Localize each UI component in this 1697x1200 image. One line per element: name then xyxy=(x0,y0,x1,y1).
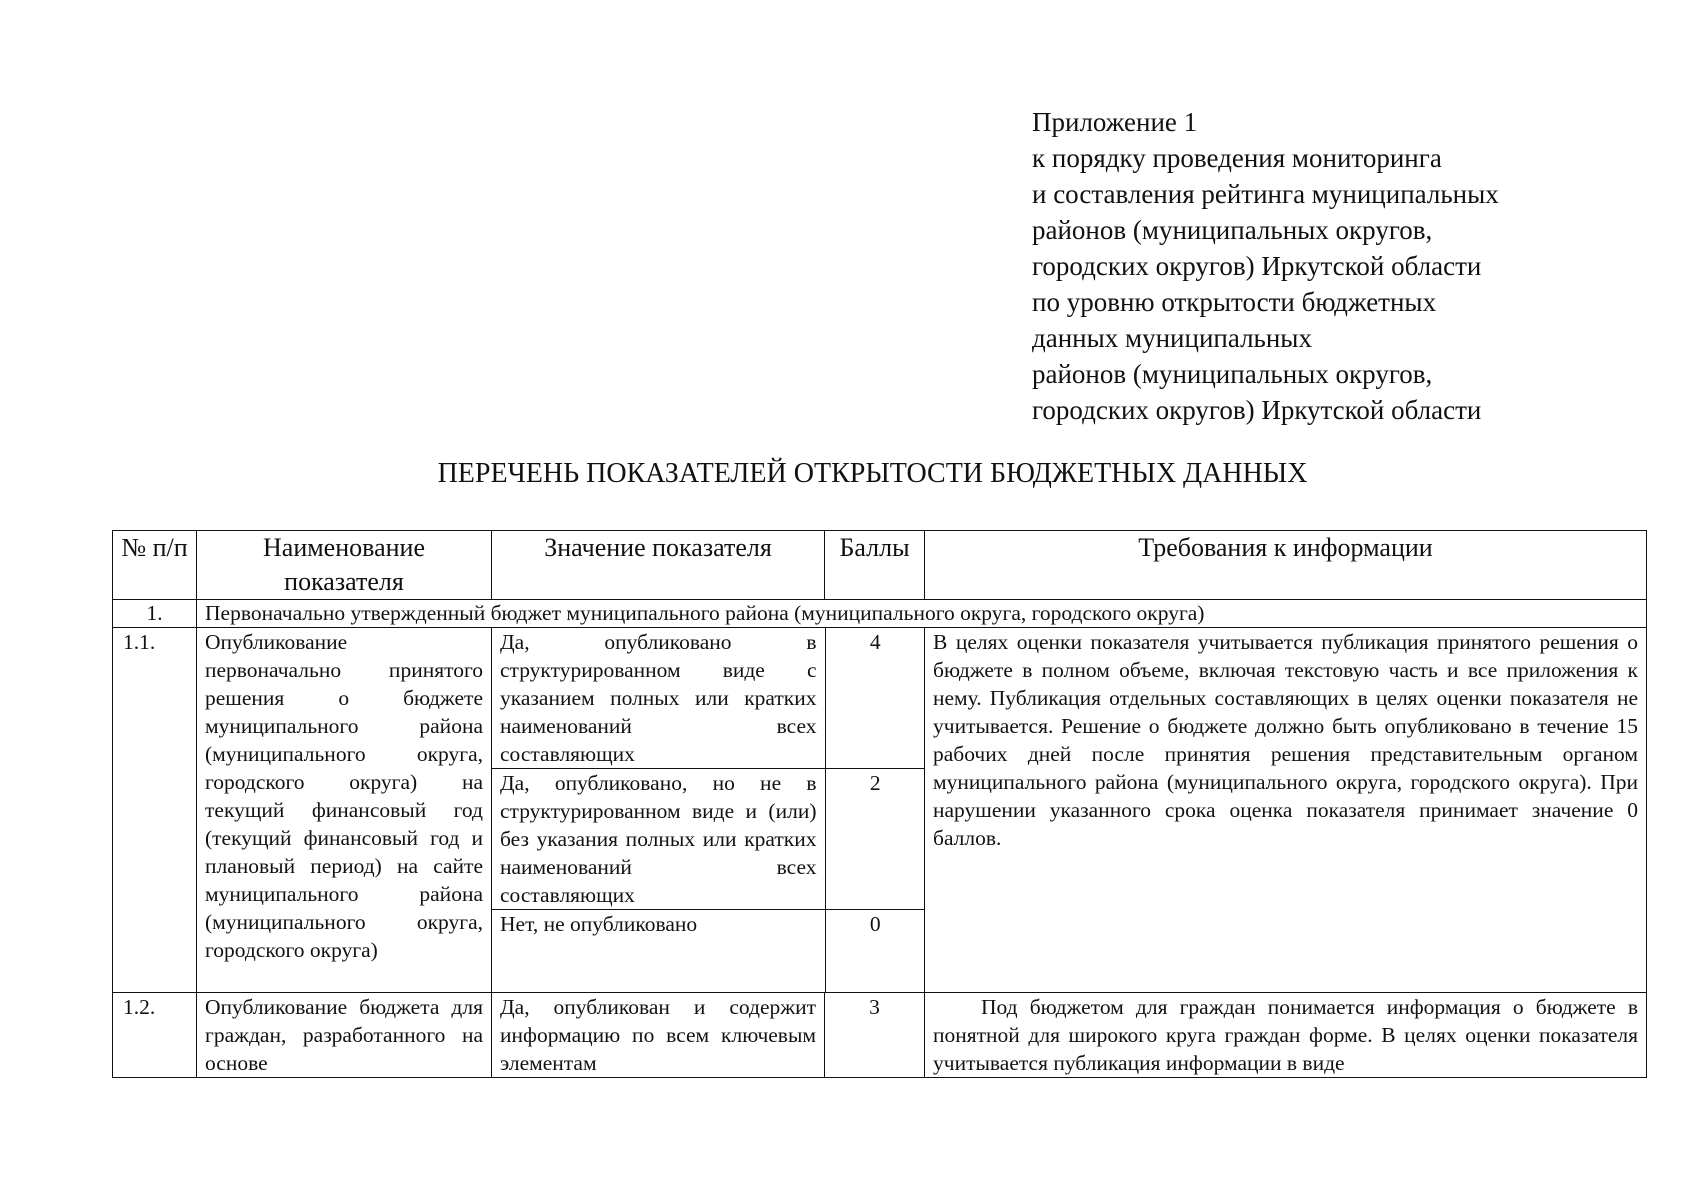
header-requirements: Требования к информации xyxy=(925,531,1647,600)
table-row xyxy=(113,628,1647,993)
appendix-line: городских округов) Иркутской области xyxy=(1032,395,1482,425)
appendix-line: городских округов) Иркутской области xyxy=(1032,251,1482,281)
option-value: Нет, не опубликовано xyxy=(492,910,825,993)
header-score: Баллы xyxy=(825,531,925,600)
section-title: Первоначально утвержденный бюджет муниципального района (муниципального округа, городского округа) xyxy=(197,600,1647,628)
table-header-row xyxy=(113,531,1647,600)
appendix-line: районов (муниципальных округов, xyxy=(1032,359,1433,389)
row-options xyxy=(492,628,925,993)
option-score: 3 xyxy=(825,993,925,1078)
row-requirements: В целях оценки показателя учитывается публикация принятого решения о бюджете в полном объеме, включая текстовую часть и все приложения к нему. Публикация отдельных составляющих в целях оценки показателя не учитывается. Решение о бюджете должно быть опубликовано в течение 15 рабочих дней после принятия решения представительным органом муниципального района (муниципального округа, городского округа). При нарушении указанного срока оценка показателя принимает значение 0 баллов. xyxy=(925,628,1647,993)
appendix-line: по уровню открытости бюджетных xyxy=(1032,287,1437,317)
header-num: № п/п xyxy=(113,531,197,600)
appendix-line: данных муниципальных xyxy=(1032,323,1312,353)
header-name: Наименование показателя xyxy=(197,531,492,600)
appendix-line: Приложение 1 xyxy=(1032,107,1198,137)
document-title: ПЕРЕЧЕНЬ ПОКАЗАТЕЛЕЙ ОТКРЫТОСТИ БЮДЖЕТНЫХ ДАННЫХ xyxy=(437,458,1308,489)
row-name: Опубликование бюджета для граждан, разработанного на основе xyxy=(197,993,492,1078)
option-score: 4 xyxy=(869,630,881,654)
indicators-table xyxy=(112,530,1647,1078)
option-value: Да, опубликовано, но не в структурированном виде и (или) без указания полных или кратких наименований всех составляющих xyxy=(492,769,825,910)
appendix-line: районов (муниципальных округов, xyxy=(1032,215,1433,245)
appendix-header xyxy=(1032,104,1592,428)
row-num: 1.1. xyxy=(113,628,197,993)
section-row xyxy=(113,600,1647,628)
option-score: 0 xyxy=(825,910,925,993)
row-name: Опубликование первоначально принятого решения о бюджете муниципального района (муниципального округа, городского округа) на текущий финансовый год (текущий финансовый год и плановый период) на сайте муниципального района (муниципального округа, городского округа) xyxy=(197,628,492,993)
section-num: 1. xyxy=(113,600,197,628)
table-row xyxy=(113,993,1647,1078)
appendix-line: и составления рейтинга муниципальных xyxy=(1032,179,1499,209)
appendix-line: к порядку проведения мониторинга xyxy=(1032,143,1442,173)
header-value: Значение показателя xyxy=(492,531,825,600)
option-score: 2 xyxy=(825,769,925,910)
option-value: Да, опубликован и содержит информацию по всем ключевым элементам xyxy=(492,993,825,1078)
row-requirements: Под бюджетом для граждан понимается информация о бюджете в понятной для широкого круга граждан форме. В целях оценки показателя учитывается публикация информации в виде xyxy=(925,993,1647,1078)
row-num: 1.2. xyxy=(113,993,197,1078)
option-value: Да, опубликовано в структурированном виде с указанием полных или кратких наименований всех составляющих xyxy=(492,628,825,769)
